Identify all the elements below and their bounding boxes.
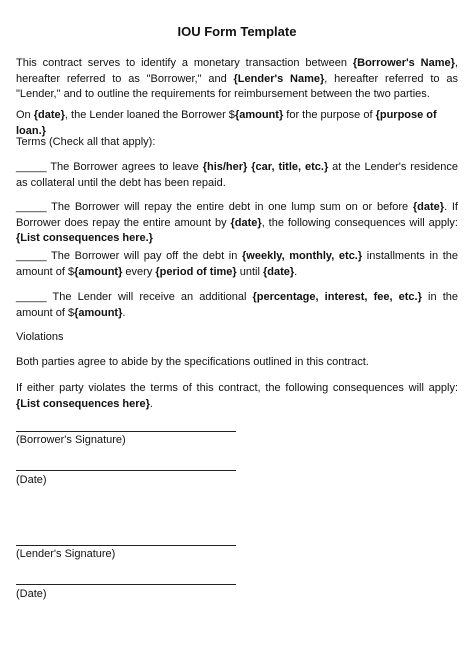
loan-text-1: On: [16, 109, 34, 121]
term-collateral: [16, 160, 458, 191]
intro-text-1: This contract serves to identify a monetary transaction between: [16, 57, 353, 69]
term-lump-sum: [16, 200, 458, 247]
intro-text-3: , hereafter referred to as "Lender," and to outline the requirements for reimbursement between the two parties.: [16, 72, 458, 100]
borrower-date-line[interactable]: [16, 470, 236, 471]
terms-heading: Terms (Check all that apply):: [16, 136, 156, 148]
term2-text-1: _____ The Borrower will repay the entire debt in one lump sum on or before: [16, 201, 413, 213]
purpose-placeholder: {purpose of loan.}: [16, 109, 437, 137]
term1-text-3: at the Lender's residence as collateral until the debt has been repaid.: [16, 161, 458, 189]
loan-text-3: for the purpose of: [283, 109, 376, 121]
term3-frequency-placeholder: {weekly, monthly, etc.}: [242, 250, 363, 262]
term-installments: [16, 249, 458, 280]
loan-text-2: , the Lender loaned the Borrower $: [64, 109, 235, 121]
term4-text-2: in the amount of $: [16, 291, 458, 319]
term4-text-1: _____ The Lender will receive an additional: [16, 291, 253, 303]
intro-text-2: , hereafter referred to as "Borrower," and: [16, 57, 458, 85]
lender-signature-line[interactable]: [16, 545, 236, 546]
term3-amount-placeholder: {amount}: [74, 265, 123, 278]
borrower-name-placeholder: {Borrower's Name}: [352, 57, 455, 69]
borrower-date-label: (Date): [16, 474, 47, 486]
term4-amount-placeholder: {amount}: [74, 306, 123, 319]
violation-text-2: .: [149, 397, 153, 410]
lender-date-label: (Date): [16, 588, 47, 600]
term3-text-4: until: [236, 265, 263, 278]
term2-text-3: , the following consequences will apply:: [261, 216, 458, 229]
term1-collateral-placeholder: {car, title, etc.}: [251, 161, 329, 173]
violation-paragraph: [16, 381, 458, 412]
term3-text-1: _____ The Borrower will pay off the debt in: [16, 250, 243, 262]
term1-text-1: _____ The Borrower agrees to leave: [16, 161, 203, 173]
term4-text-3: .: [122, 306, 126, 319]
lender-signature-label: (Lender's Signature): [16, 548, 116, 560]
borrower-signature-line[interactable]: [16, 431, 236, 432]
violation-consequences-placeholder: {List consequences here}: [16, 397, 150, 410]
term2-consequences-placeholder: {List consequences here.}: [16, 232, 153, 244]
violations-heading: Violations: [16, 331, 64, 343]
violation-text-1: If either party violates the terms of this contract, the following consequences will apply:: [16, 382, 458, 394]
term3-text-2: installments in the amount of $: [16, 250, 458, 278]
date-placeholder: {date}: [33, 109, 65, 121]
term3-text-3: every: [122, 265, 156, 278]
term2-date-placeholder-2: {date}: [230, 216, 262, 229]
borrower-signature-label: (Borrower's Signature): [16, 434, 126, 446]
document-title: IOU Form Template: [177, 24, 297, 39]
term1-his-her-placeholder: {his/her}: [202, 161, 248, 173]
amount-placeholder: {amount}: [234, 109, 284, 121]
term3-text-5: .: [294, 265, 298, 278]
term-additional: [16, 290, 458, 321]
lender-date-line[interactable]: [16, 584, 236, 585]
lender-name-placeholder: {Lender's Name}: [233, 72, 325, 85]
intro-paragraph: [16, 56, 458, 103]
term4-fee-placeholder: {percentage, interest, fee, etc.}: [252, 291, 422, 303]
term2-date-placeholder: {date}: [412, 201, 445, 213]
term2-text-2: . If Borrower does repay the entire amount by: [16, 201, 458, 229]
term3-period-placeholder: {period of time}: [155, 265, 237, 278]
agreement-paragraph: Both parties agree to abide by the specifications outlined in this contract.: [16, 356, 369, 368]
term3-date-placeholder: {date}: [262, 265, 295, 278]
